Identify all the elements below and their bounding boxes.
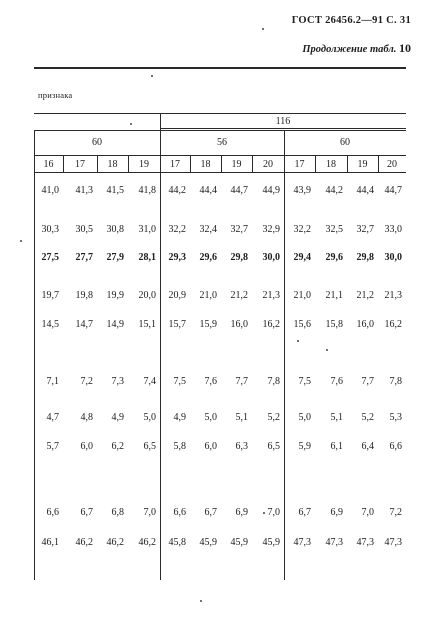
table-cell: 20,9	[168, 290, 186, 301]
scan-speck	[151, 75, 153, 77]
table-cell: 6,6	[173, 507, 186, 518]
top-rule	[34, 67, 406, 69]
table-cell: 46,2	[138, 537, 156, 548]
table-cell: 21,2	[230, 290, 248, 301]
table-cell: 44,2	[325, 185, 343, 196]
table-cell: 7,0	[361, 507, 374, 518]
table-cell: 7,3	[111, 376, 124, 387]
table-cell: 16,2	[262, 319, 280, 330]
table-cell: 7,8	[389, 376, 402, 387]
table-cell: 6,8	[111, 507, 124, 518]
table-cell: 33,0	[384, 224, 402, 235]
table-cell: 29,6	[325, 252, 343, 263]
table-cell: 6,6	[46, 507, 59, 518]
table-cell: 6,5	[143, 441, 156, 452]
column-header: 18	[326, 159, 336, 170]
table-cell: 5,7	[46, 441, 59, 452]
table-cell: 4,7	[46, 412, 59, 423]
table-cell: 32,9	[262, 224, 280, 235]
table-cell: 29,8	[230, 252, 248, 263]
table-cell: 7,7	[361, 376, 374, 387]
table-cell: 32,4	[199, 224, 217, 235]
table-cell: 47,3	[293, 537, 311, 548]
column-header: 19	[231, 159, 242, 170]
table-cell: 47,3	[356, 537, 374, 548]
table-cell: 14,7	[75, 319, 93, 330]
table-cell: 7,0	[143, 507, 156, 518]
subgroup-header: 60	[92, 137, 102, 148]
table-cell: 21,3	[262, 290, 280, 301]
table-cell: 41,8	[138, 185, 156, 196]
scan-speck	[130, 123, 132, 125]
scan-speck	[200, 600, 202, 602]
table-cell: 47,3	[325, 537, 343, 548]
table-cell: 21,1	[325, 290, 343, 301]
table-cell: 45,9	[262, 537, 280, 548]
subgroup-header: 60	[340, 137, 350, 148]
table-cell: 7,6	[204, 376, 217, 387]
table-cell: 6,5	[267, 441, 280, 452]
table-cell: 6,7	[204, 507, 217, 518]
column-header: 16	[43, 159, 54, 170]
table-cell: 30,0	[384, 252, 402, 263]
table-cell: 16,0	[230, 319, 248, 330]
column-header: 17	[75, 159, 85, 170]
scan-speck	[262, 28, 264, 30]
header-rule	[34, 172, 406, 173]
table-cell: 6,3	[235, 441, 248, 452]
table-cell: 6,0	[80, 441, 93, 452]
table-cell: 47,3	[384, 537, 402, 548]
table-cell: 27,5	[41, 252, 59, 263]
table-cell: 7,4	[143, 376, 156, 387]
table-cell: 7,7	[235, 376, 248, 387]
table-cell: 6,7	[298, 507, 311, 518]
column-header: 17	[294, 159, 305, 170]
table-cell: 21,0	[199, 290, 217, 301]
column-header: 20	[387, 159, 397, 170]
table-cell: 43,9	[293, 185, 311, 196]
table-cell: 6,7	[80, 507, 93, 518]
table-cell: 46,2	[75, 537, 93, 548]
header-rule	[34, 113, 406, 114]
table-cell: 32,7	[230, 224, 248, 235]
table-cell: 15,8	[325, 319, 343, 330]
column-header: 18	[107, 159, 118, 170]
table-cell: 32,2	[168, 224, 186, 235]
table-cell: 7,0	[267, 507, 280, 518]
table-cell: 7,2	[80, 376, 93, 387]
scan-speck	[297, 340, 299, 342]
table-cell: 19,8	[75, 290, 93, 301]
table-cell: 29,8	[356, 252, 374, 263]
page-header: ГОСТ 26456.2—91 С. 31	[291, 15, 411, 26]
table-cell: 5,3	[389, 412, 402, 423]
table-cell: 7,2	[389, 507, 402, 518]
table-cell: 19,7	[41, 290, 59, 301]
table-cell: 6,1	[330, 441, 343, 452]
table-continuation-label	[302, 41, 411, 56]
table-cell: 45,9	[199, 537, 217, 548]
table-cell: 45,8	[168, 537, 186, 548]
column-header: 20	[263, 159, 273, 170]
table-cell: 16,0	[356, 319, 374, 330]
table-cell: 45,9	[230, 537, 248, 548]
table-cell: 29,4	[293, 252, 311, 263]
table-cell: 32,2	[293, 224, 311, 235]
table-cell: 5,9	[298, 441, 311, 452]
table-cell: 31,0	[138, 224, 156, 235]
table-cell: 20,0	[138, 290, 156, 301]
table-cell: 5,8	[173, 441, 186, 452]
table-cell: 30,5	[75, 224, 93, 235]
table-cell: 32,5	[325, 224, 343, 235]
table-cell: 44,4	[356, 185, 374, 196]
table-cell: 5,0	[143, 412, 156, 423]
table-cell: 44,7	[384, 185, 402, 196]
table-cell: 41,5	[106, 185, 124, 196]
table-cell: 6,9	[235, 507, 248, 518]
table-cell: 44,4	[199, 185, 217, 196]
table-cell: 4,8	[80, 412, 93, 423]
table-cell: 5,1	[330, 412, 343, 423]
table-cell: 6,0	[204, 441, 217, 452]
table-cell: 7,8	[267, 376, 280, 387]
table-cell: 6,9	[330, 507, 343, 518]
table-cell: 15,7	[168, 319, 186, 330]
scan-speck	[263, 512, 265, 514]
table-cell: 29,3	[168, 252, 186, 263]
table-cell: 5,2	[267, 412, 280, 423]
table-cell: 21,3	[384, 290, 402, 301]
table-cell: 21,2	[356, 290, 374, 301]
table-cell: 30,3	[41, 224, 59, 235]
scan-speck	[20, 240, 22, 242]
table-cell: 15,6	[293, 319, 311, 330]
table-cell: 6,6	[389, 441, 402, 452]
table-cell: 6,4	[361, 441, 374, 452]
table-cell: 15,9	[199, 319, 217, 330]
table-cell: 6,2	[111, 441, 124, 452]
table-cell: 15,1	[138, 319, 156, 330]
table-cell: 44,7	[230, 185, 248, 196]
table-cell: 46,2	[106, 537, 124, 548]
table-cell: 44,9	[262, 185, 280, 196]
scan-speck	[326, 349, 328, 351]
table-cell: 7,6	[330, 376, 343, 387]
header-rule	[34, 155, 406, 156]
group-header: 116	[275, 116, 291, 127]
table-cell: 19,9	[106, 290, 124, 301]
continuation-number: 10	[399, 41, 411, 55]
table-cell: 46,1	[41, 537, 59, 548]
table-cell: 29,6	[199, 252, 217, 263]
table-cell: 7,5	[298, 376, 311, 387]
table-cell: 5,1	[235, 412, 248, 423]
table-cell: 27,7	[75, 252, 93, 263]
table-cell: 30,8	[106, 224, 124, 235]
table-cell: 41,3	[75, 185, 93, 196]
table-cell: 5,0	[298, 412, 311, 423]
column-header: 19	[139, 159, 149, 170]
column-header: 18	[200, 159, 211, 170]
table-cell: 7,1	[46, 376, 59, 387]
header-rule	[34, 130, 406, 131]
table-cell: 7,5	[173, 376, 186, 387]
table-cell: 16,2	[384, 319, 402, 330]
column-header: 19	[357, 159, 368, 170]
table-cell: 30,0	[262, 252, 280, 263]
table-cell: 21,0	[293, 290, 311, 301]
column-header: 17	[170, 159, 180, 170]
table-cell: 5,0	[204, 412, 217, 423]
table-cell: 41,0	[41, 185, 59, 196]
continuation-text: Продолжение табл.	[302, 44, 397, 55]
table-cell: 27,9	[106, 252, 124, 263]
table-cell: 4,9	[111, 412, 124, 423]
table-cell: 5,2	[361, 412, 374, 423]
subgroup-header: 56	[217, 137, 227, 148]
table-cell: 32,7	[356, 224, 374, 235]
stub-label: признака	[38, 90, 73, 100]
header-rule	[160, 128, 406, 129]
table-cell: 44,2	[168, 185, 186, 196]
table-cell: 14,9	[106, 319, 124, 330]
table-cell: 28,1	[138, 252, 156, 263]
table-cell: 4,9	[173, 412, 186, 423]
table-cell: 14,5	[41, 319, 59, 330]
